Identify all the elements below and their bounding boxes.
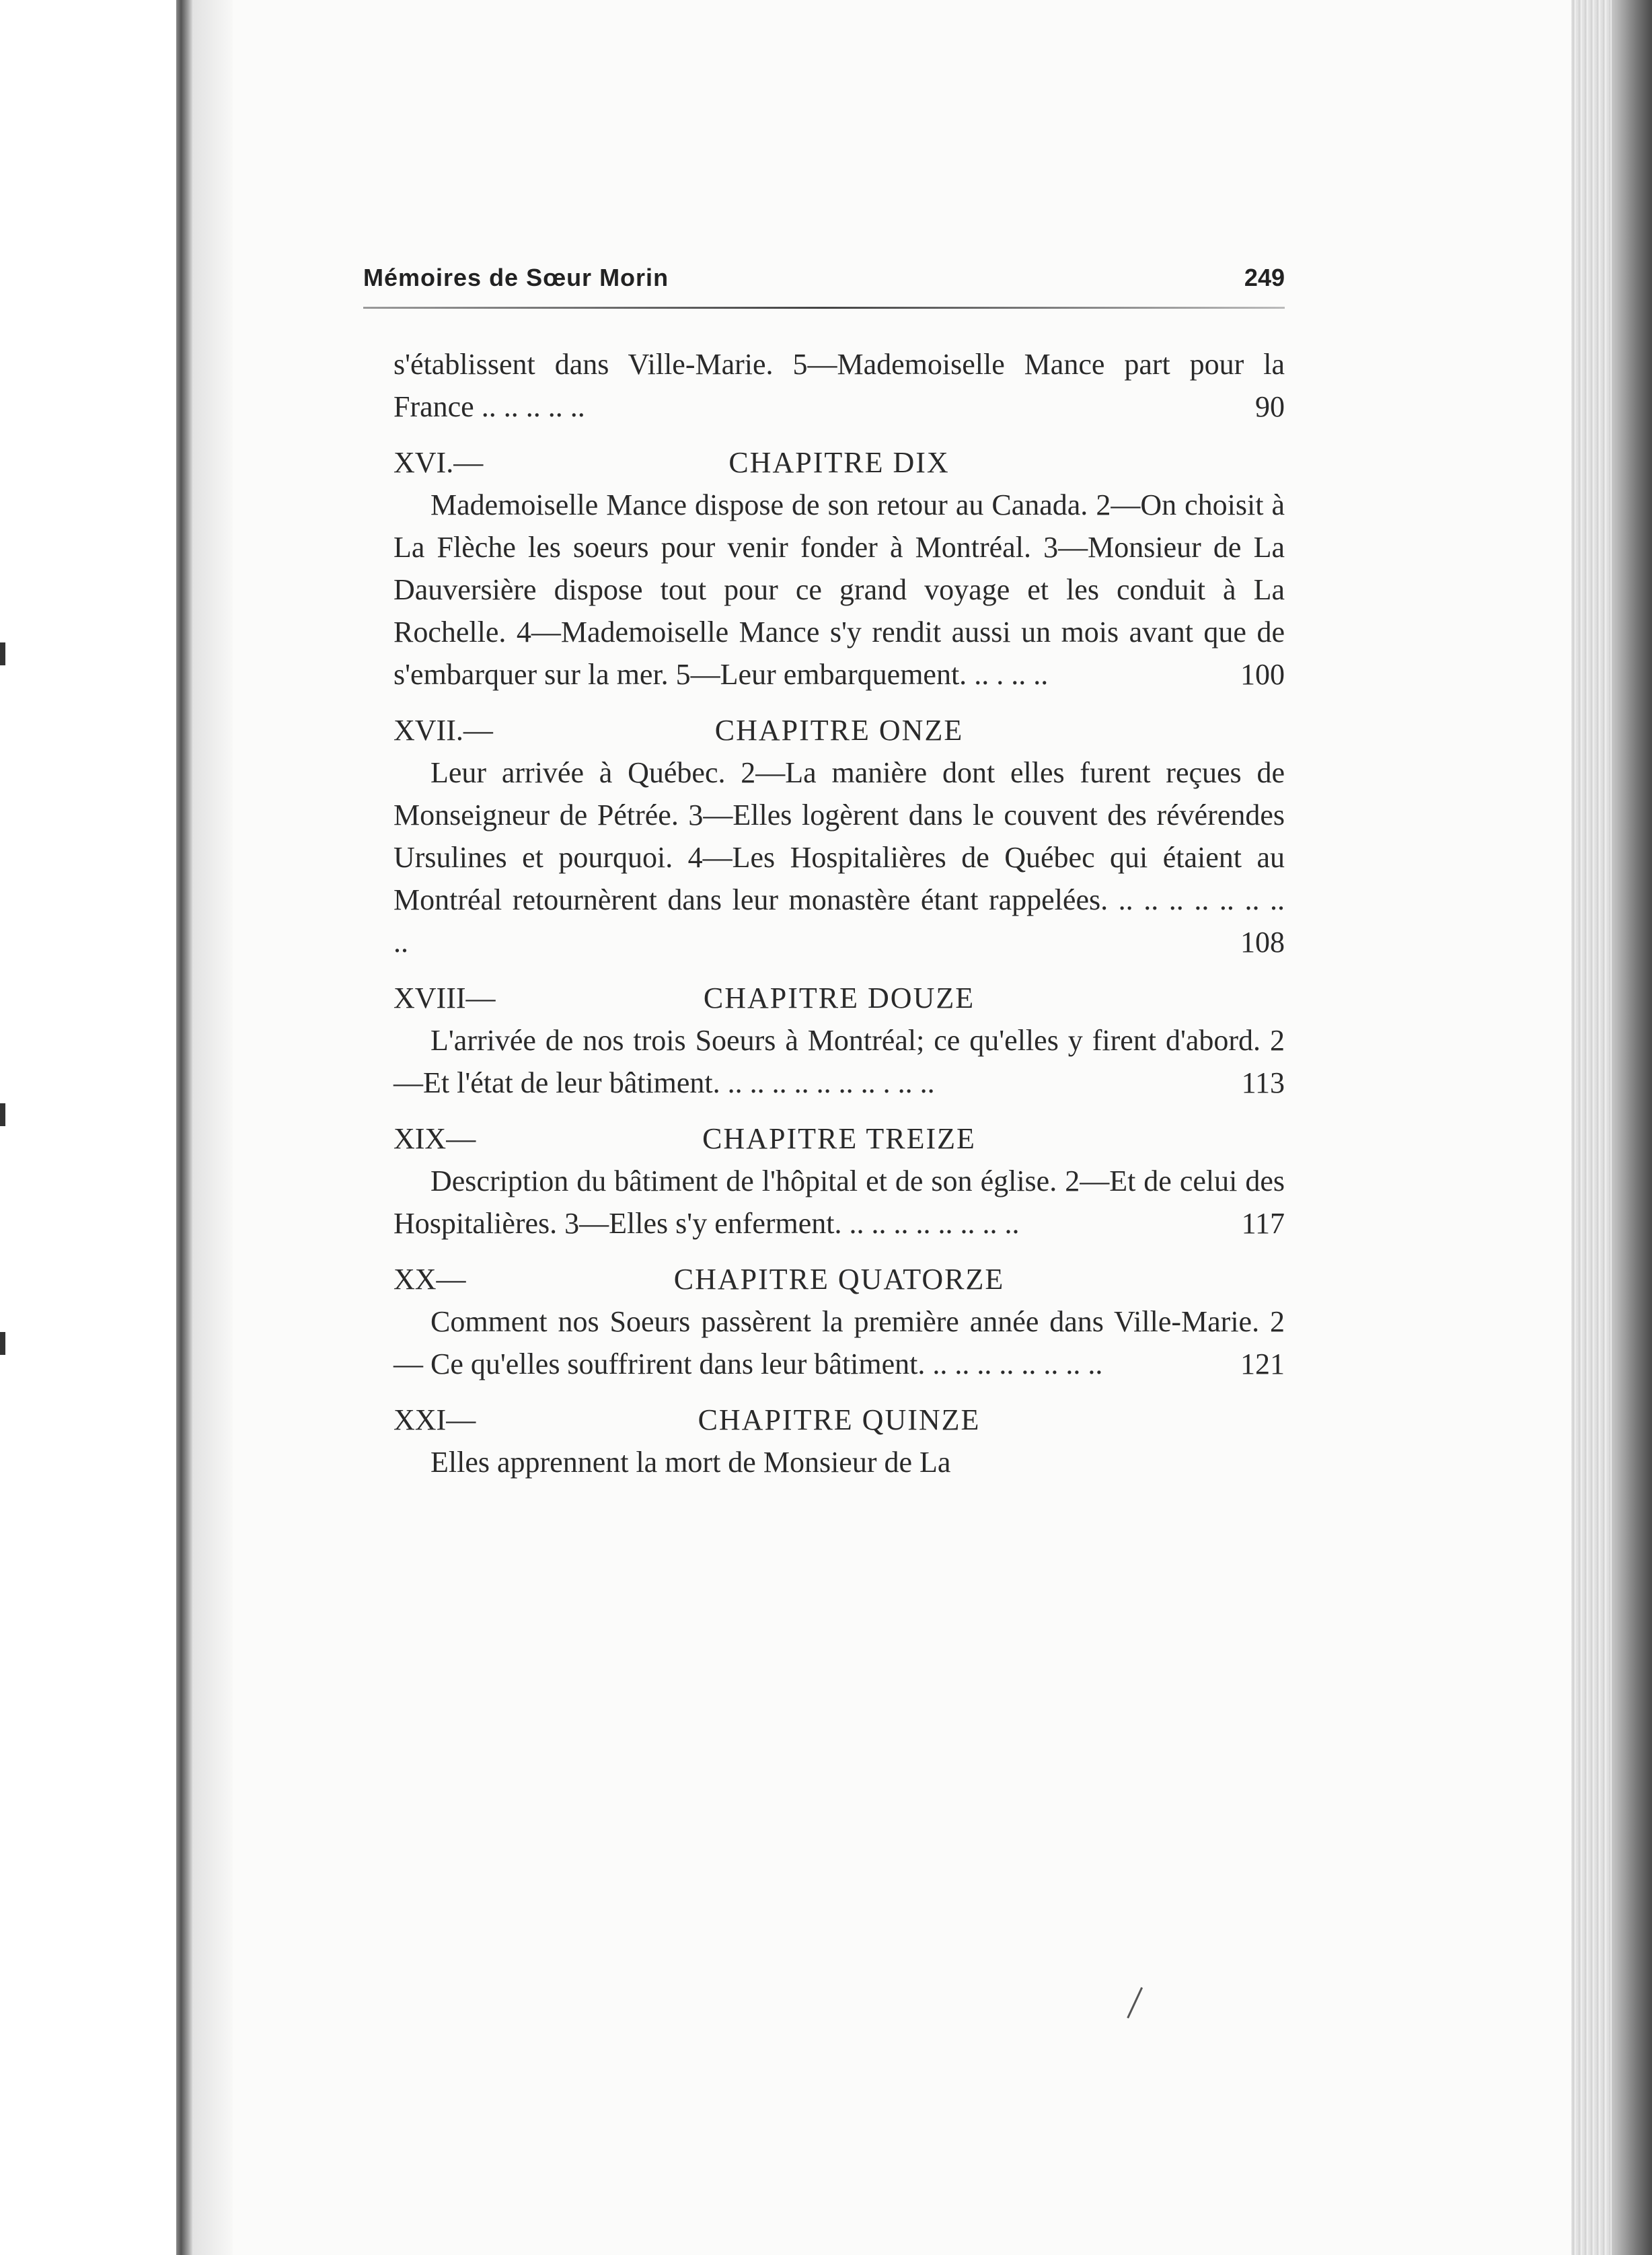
entry-page-number: 108	[1240, 926, 1285, 959]
entry-page-number: 100	[1240, 658, 1285, 691]
summary-text: Leur arrivée à Québec. 2—La manière dont elles furent reçues de Monseigneur de Pétrée. 3—Elles logèrent dans le couvent des révérendes Ursulines et pourquoi. 4—Les Hospitalières de Québec qui étaient au Montréal retournèrent dans leur monastère étant rappelées.	[393, 756, 1285, 916]
continuation-text: s'établissent dans Ville-Marie. 5—Mademoiselle Mance part pour la France	[393, 348, 1285, 423]
chapter-roman-number: XX—	[393, 1263, 466, 1296]
chapter-title: CHAPITRE QUATORZE	[673, 1263, 1005, 1296]
dot-leaders: .. .. .. .. ..	[474, 390, 585, 423]
margin-mark	[0, 1103, 5, 1126]
chapter-title: CHAPITRE TREIZE	[702, 1122, 976, 1155]
chapter-title: CHAPITRE DIX	[728, 446, 950, 479]
dot-leaders: .. .. .. .. .. .. .. ..	[925, 1347, 1103, 1380]
chapter-summary	[393, 1019, 1285, 1104]
header-rule	[363, 307, 1285, 309]
chapter-title: CHAPITRE DOUZE	[703, 982, 975, 1014]
dot-leaders: .. .. .. .. .. .. .. ..	[841, 1207, 1020, 1240]
chapter-roman-number: XXI—	[393, 1403, 476, 1436]
dot-leaders: .. .. .. .. .. .. .. ..	[393, 883, 1285, 959]
entry-page-number: 113	[1241, 1066, 1285, 1099]
page-number: 249	[1244, 264, 1285, 291]
running-head-title: Mémoires de Sœur Morin	[363, 264, 669, 291]
chapter-title: CHAPITRE ONZE	[714, 714, 964, 747]
dot-leaders: .. .. .. .. .. .. .. . .. ..	[720, 1066, 935, 1099]
chapter-roman-number: XVI.—	[393, 446, 484, 479]
book-gutter	[176, 0, 192, 2255]
chapter-heading	[393, 1399, 1285, 1441]
chapter-summary	[393, 1160, 1285, 1245]
chapter-summary	[393, 751, 1285, 963]
dot-leaders: .. . .. ..	[967, 658, 1049, 691]
toc-continuation	[393, 343, 1285, 428]
entry-page-number: 121	[1240, 1347, 1285, 1380]
chapter-heading	[393, 441, 1285, 484]
scan-mark	[1127, 1987, 1152, 2023]
summary-text: Comment nos Soeurs passèrent la première année dans Ville-Marie. 2 — Ce qu'elles souffrirent dans leur bâtiment.	[393, 1305, 1285, 1380]
running-head	[363, 264, 1285, 299]
table-of-contents	[393, 343, 1285, 1483]
margin-mark	[0, 642, 5, 665]
entry-page-number: 90	[1255, 390, 1285, 423]
chapter-roman-number: XVIII—	[393, 982, 496, 1014]
gutter-shadow	[192, 0, 233, 2255]
page-edge-shadow	[1612, 0, 1652, 2255]
summary-text: Description du bâtiment de l'hôpital et de son église. 2—Et de celui des Hospitalières. 3—Elles s'y enferment.	[393, 1165, 1285, 1240]
chapter-roman-number: XIX—	[393, 1122, 476, 1155]
chapter-summary	[393, 484, 1285, 696]
chapter-heading	[393, 1117, 1285, 1160]
toc-entries	[393, 441, 1285, 1483]
summary-text: Elles apprennent la mort de Monsieur de La	[430, 1446, 951, 1479]
chapter-heading	[393, 1258, 1285, 1300]
chapter-summary	[393, 1441, 1285, 1483]
summary-text: L'arrivée de nos trois Soeurs à Montréal; ce qu'elles y firent d'abord. 2—Et l'état de leur bâtiment.	[393, 1024, 1285, 1099]
chapter-roman-number: XVII.—	[393, 714, 493, 747]
summary-text: Mademoiselle Mance dispose de son retour au Canada. 2—On choisit à La Flèche les soeurs pour venir fonder à Montréal. 3—Monsieur de La Dauversière dispose tout pour ce grand voyage et les conduit à La Rochelle. 4—Mademoiselle Mance s'y rendit aussi un mois avant que de s'embarquer sur la mer. 5—Leur embarquement.	[393, 488, 1285, 691]
chapter-title: CHAPITRE QUINZE	[698, 1403, 981, 1436]
entry-page-number: 117	[1241, 1207, 1285, 1240]
margin-mark	[0, 1332, 5, 1355]
facing-page-margin	[0, 0, 176, 2255]
chapter-summary	[393, 1300, 1285, 1385]
chapter-heading	[393, 709, 1285, 751]
chapter-heading	[393, 977, 1285, 1019]
